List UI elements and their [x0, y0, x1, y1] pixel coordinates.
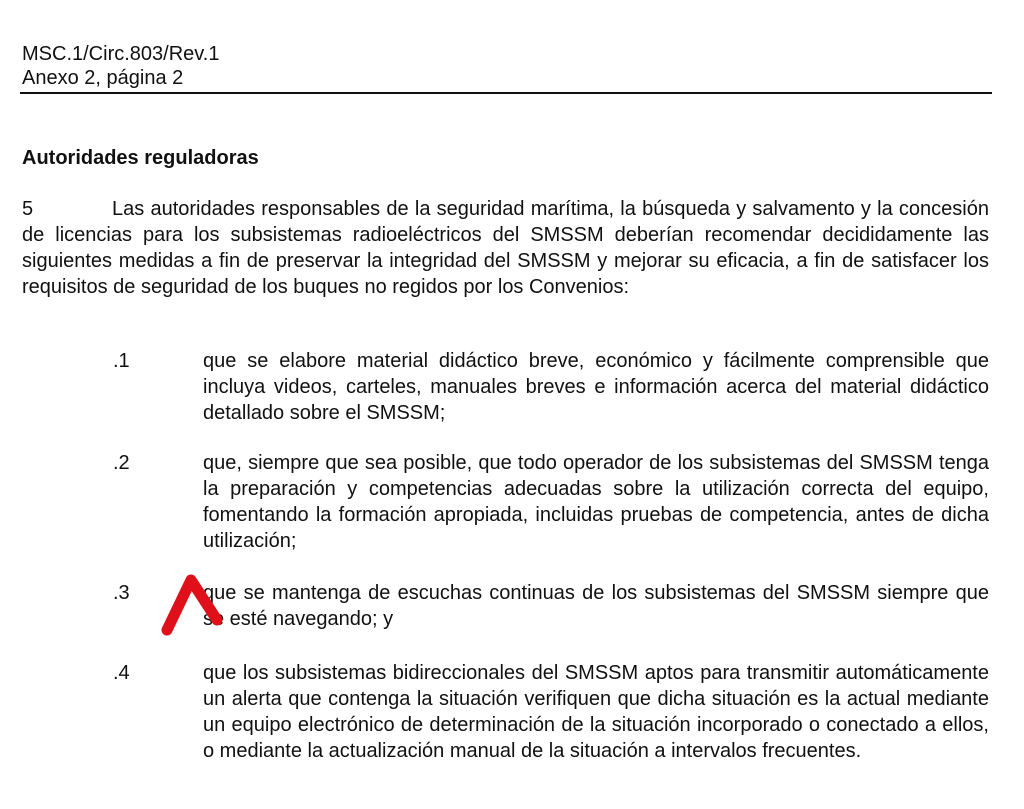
list-item-number: .2: [113, 452, 130, 474]
list-item-number: .1: [113, 350, 130, 372]
list-item-text: que los subsistemas bidireccionales del SMSSM aptos para transmitir automáticamente un alerta que contenga la situación verifiquen que dicha situación es la actual mediante un equipo electrónico de determinación de la situación incorporado o conectado a ellos, o mediante la actualización manual de la situación a intervalos frecuentes.: [203, 662, 989, 762]
document-symbol: MSC.1/Circ.803/Rev.1: [22, 43, 220, 65]
paragraph-5: [22, 196, 989, 300]
list-item-text: que se mantenga de escuchas continuas de los subsistemas del SMSSM siempre que se esté navegando; y: [203, 582, 989, 630]
section-heading: Autoridades reguladoras: [22, 147, 259, 169]
header-divider: [20, 92, 992, 94]
annex-page-reference: Anexo 2, página 2: [22, 67, 184, 89]
document-header: [22, 42, 219, 90]
list-item-text: que se elabore material didáctico breve, económico y fácilmente comprensible que incluya videos, carteles, manuales breves e información acerca del material didáctico detallado sobre el SMSSM;: [203, 350, 989, 424]
paragraph-number: 5: [22, 198, 34, 220]
list-item-text: que, siempre que sea posible, que todo operador de los subsistemas del SMSSM tenga la preparación y competencias adecuadas sobre la utilización correcta del equipo, fomentando la formación apropiada, incluidas pruebas de competencia, antes de dicha utilización;: [203, 452, 989, 552]
list-item-number: .3: [113, 582, 130, 604]
caret-mark-icon: [155, 568, 225, 640]
list-item-number: .4: [113, 662, 130, 684]
paragraph-text: Las autoridades responsables de la seguridad marítima, la búsqueda y salvamento y la concesión de licencias para los subsistemas radioeléctricos del SMSSM deberían recomendar decididamente las siguientes medidas a fin de preservar la integridad del SMSSM y mejorar su eficacia, a fin de satisfacer los requisitos de seguridad de los buques no regidos por los Convenios:: [22, 198, 989, 298]
